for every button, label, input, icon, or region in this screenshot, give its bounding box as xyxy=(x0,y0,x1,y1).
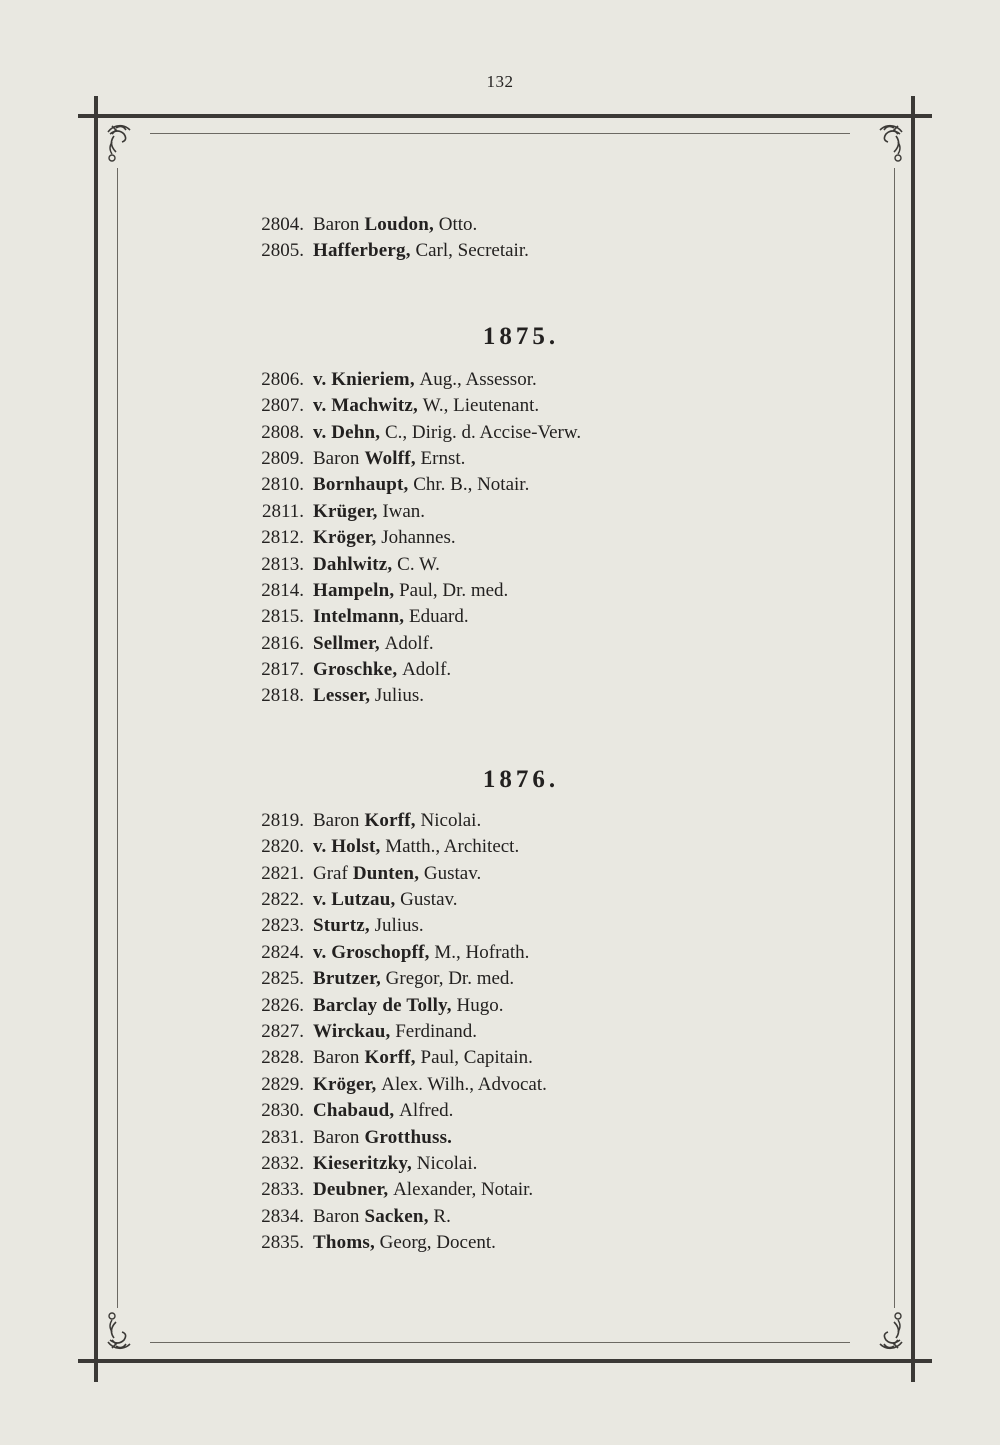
corner-ornament-icon xyxy=(104,120,150,166)
list-item xyxy=(236,238,756,264)
given-name-and-title: Julius. xyxy=(374,685,425,707)
inner-left-rule xyxy=(117,168,118,1308)
entry-number: 2812. xyxy=(261,527,304,549)
surname: Hampeln, xyxy=(313,579,395,601)
year-heading: 1876. xyxy=(482,765,560,793)
list-item xyxy=(236,446,756,472)
name-prefix: Baron xyxy=(313,809,360,831)
given-name-and-title: Ernst. xyxy=(420,447,466,469)
given-name-and-title: Alexander, Notair. xyxy=(393,1179,534,1201)
name-prefix: Baron xyxy=(313,1205,360,1227)
surname: Barclay de Tolly, xyxy=(313,994,452,1016)
given-name-and-title: Adolf. xyxy=(384,632,434,654)
list-item xyxy=(236,861,756,887)
corner-ornament-icon xyxy=(860,1308,906,1354)
surname: Holst, xyxy=(331,836,381,858)
entry-number: 2807. xyxy=(261,395,304,417)
given-name-and-title: Nicolai. xyxy=(416,1152,478,1174)
list-item xyxy=(236,525,756,551)
given-name-and-title: Adolf. xyxy=(402,659,452,681)
entry-number: 2811. xyxy=(261,500,304,522)
list-item xyxy=(236,887,756,913)
surname: Krüger, xyxy=(313,500,378,522)
surname: Chabaud, xyxy=(313,1100,395,1122)
list-item xyxy=(236,1072,756,1098)
entry-number: 2817. xyxy=(261,659,304,681)
surname: Korff, xyxy=(364,1047,416,1069)
entry-number: 2813. xyxy=(261,553,304,575)
name-prefix: v. xyxy=(313,941,327,963)
entry-number: 2827. xyxy=(261,1020,304,1042)
list-item xyxy=(236,1151,756,1177)
list-item xyxy=(236,367,756,393)
inner-top-rule xyxy=(150,133,850,134)
entry-number: 2805. xyxy=(261,240,304,262)
surname: Thoms, xyxy=(313,1232,375,1254)
surname: Sellmer, xyxy=(313,632,380,654)
entry-number: 2804. xyxy=(261,214,304,235)
entry-number: 2829. xyxy=(261,1073,304,1095)
name-prefix: Graf xyxy=(313,862,348,884)
surname: Lutzau, xyxy=(331,889,396,911)
inner-right-rule xyxy=(894,168,895,1308)
list-item xyxy=(236,604,756,630)
member-list xyxy=(236,212,756,1257)
frame-bottom-rule xyxy=(78,1359,932,1363)
list-item xyxy=(236,1019,756,1045)
given-name-and-title: R. xyxy=(433,1205,451,1227)
given-name-and-title: C. W. xyxy=(397,553,440,575)
given-name-and-title: Georg, Docent. xyxy=(379,1232,496,1254)
surname: Knieriem, xyxy=(331,368,415,390)
given-name-and-title: Matth., Architect. xyxy=(385,836,520,858)
list-item xyxy=(236,552,756,578)
list-item xyxy=(236,834,756,860)
entry-number: 2808. xyxy=(261,421,304,443)
page-number: 132 xyxy=(486,72,514,91)
entry-number: 2828. xyxy=(261,1047,304,1069)
list-item xyxy=(236,1204,756,1230)
entry-number: 2809. xyxy=(261,447,304,469)
entry-number: 2816. xyxy=(261,632,304,654)
list-item xyxy=(236,1045,756,1071)
surname: Wirckau, xyxy=(313,1020,391,1042)
surname: Grotthuss. xyxy=(364,1126,453,1148)
given-name-and-title: Otto. xyxy=(438,214,478,235)
entry-number: 2826. xyxy=(261,994,304,1016)
frame-top-rule xyxy=(78,114,932,118)
inner-bottom-rule xyxy=(150,1342,850,1343)
entry-number: 2810. xyxy=(261,474,304,496)
list-item xyxy=(236,993,756,1019)
given-name-and-title: M., Hofrath. xyxy=(434,941,530,963)
name-prefix: v. xyxy=(313,421,327,443)
entry-number: 2818. xyxy=(261,685,304,707)
entry-number: 2831. xyxy=(261,1126,304,1148)
list-item xyxy=(236,631,756,657)
name-prefix: Baron xyxy=(313,1126,360,1148)
entry-number: 2819. xyxy=(261,809,304,831)
surname: Dehn, xyxy=(331,421,381,443)
list-item xyxy=(236,212,756,238)
list-item xyxy=(236,1125,756,1151)
entry-number: 2824. xyxy=(261,941,304,963)
list-item xyxy=(236,683,756,709)
name-prefix: v. xyxy=(313,395,327,417)
entry-number: 2806. xyxy=(261,368,304,390)
surname: Dunten, xyxy=(352,862,420,884)
given-name-and-title: W., Lieutenant. xyxy=(422,395,540,417)
given-name-and-title: Paul, Capitain. xyxy=(420,1047,533,1069)
surname: Wolff, xyxy=(364,447,416,469)
name-prefix: Baron xyxy=(313,1047,360,1069)
entry-number: 2834. xyxy=(261,1205,304,1227)
name-prefix: v. xyxy=(313,889,327,911)
frame-right-rule xyxy=(911,96,915,1382)
surname: Lesser, xyxy=(313,685,371,707)
given-name-and-title: Ferdinand. xyxy=(395,1020,477,1042)
list-item xyxy=(236,1098,756,1124)
surname: Dahlwitz, xyxy=(313,553,393,575)
given-name-and-title: Hugo. xyxy=(456,994,504,1016)
list-item xyxy=(236,499,756,525)
entry-number: 2820. xyxy=(261,836,304,858)
entry-number: 2833. xyxy=(261,1179,304,1201)
surname: Deubner, xyxy=(313,1179,389,1201)
given-name-and-title: Aug., Assessor. xyxy=(419,368,537,390)
given-name-and-title: Paul, Dr. med. xyxy=(399,579,509,601)
list-item xyxy=(236,1177,756,1203)
frame-left-rule xyxy=(94,96,98,1382)
list-item xyxy=(236,940,756,966)
corner-ornament-icon xyxy=(104,1308,150,1354)
entry-number: 2822. xyxy=(261,889,304,911)
surname: Intelmann, xyxy=(313,606,405,628)
surname: Loudon, xyxy=(364,214,434,235)
surname: Groschopff, xyxy=(331,941,430,963)
list-item xyxy=(236,808,756,834)
list-item xyxy=(236,657,756,683)
given-name-and-title: Julius. xyxy=(374,915,424,937)
given-name-and-title: Alex. Wilh., Advocat. xyxy=(381,1073,547,1095)
given-name-and-title: Nicolai. xyxy=(420,809,482,831)
name-prefix: Baron xyxy=(313,214,360,235)
list-item xyxy=(236,420,756,446)
surname: Korff, xyxy=(364,809,416,831)
list-item xyxy=(236,966,756,992)
given-name-and-title: Eduard. xyxy=(408,606,469,628)
surname: Machwitz, xyxy=(331,395,418,417)
name-prefix: Baron xyxy=(313,447,360,469)
surname: Groschke, xyxy=(313,659,398,681)
surname: Kröger, xyxy=(313,1073,377,1095)
list-item xyxy=(236,913,756,939)
name-prefix: v. xyxy=(313,368,327,390)
given-name-and-title: Gregor, Dr. med. xyxy=(385,968,515,990)
surname: Kieseritzky, xyxy=(313,1152,412,1174)
list-item xyxy=(236,1230,756,1256)
surname: Hafferberg, xyxy=(313,240,411,262)
surname: Brutzer, xyxy=(313,968,381,990)
surname: Sacken, xyxy=(364,1205,429,1227)
year-heading: 1875. xyxy=(482,322,560,350)
given-name-and-title: Iwan. xyxy=(382,500,426,522)
list-item xyxy=(236,393,756,419)
entry-number: 2835. xyxy=(261,1232,304,1254)
list-item xyxy=(236,578,756,604)
given-name-and-title: Chr. B., Notair. xyxy=(413,474,530,496)
given-name-and-title: C., Dirig. d. Accise-Verw. xyxy=(385,421,582,443)
corner-ornament-icon xyxy=(860,120,906,166)
given-name-and-title: Carl, Secretair. xyxy=(415,240,529,262)
entry-number: 2825. xyxy=(261,968,304,990)
given-name-and-title: Gustav. xyxy=(400,889,458,911)
given-name-and-title: Johannes. xyxy=(381,527,456,549)
list-item xyxy=(236,472,756,498)
given-name-and-title: Alfred. xyxy=(399,1100,454,1122)
surname: Kröger, xyxy=(313,527,377,549)
given-name-and-title: Gustav. xyxy=(423,862,482,884)
entry-number: 2814. xyxy=(261,579,304,601)
entry-number: 2830. xyxy=(261,1100,304,1122)
entry-number: 2821. xyxy=(261,862,304,884)
entry-number: 2832. xyxy=(261,1152,304,1174)
entry-number: 2823. xyxy=(261,915,304,937)
surname: Bornhaupt, xyxy=(313,474,409,496)
entry-number: 2815. xyxy=(261,606,304,628)
surname: Sturtz, xyxy=(313,915,370,937)
name-prefix: v. xyxy=(313,836,327,858)
